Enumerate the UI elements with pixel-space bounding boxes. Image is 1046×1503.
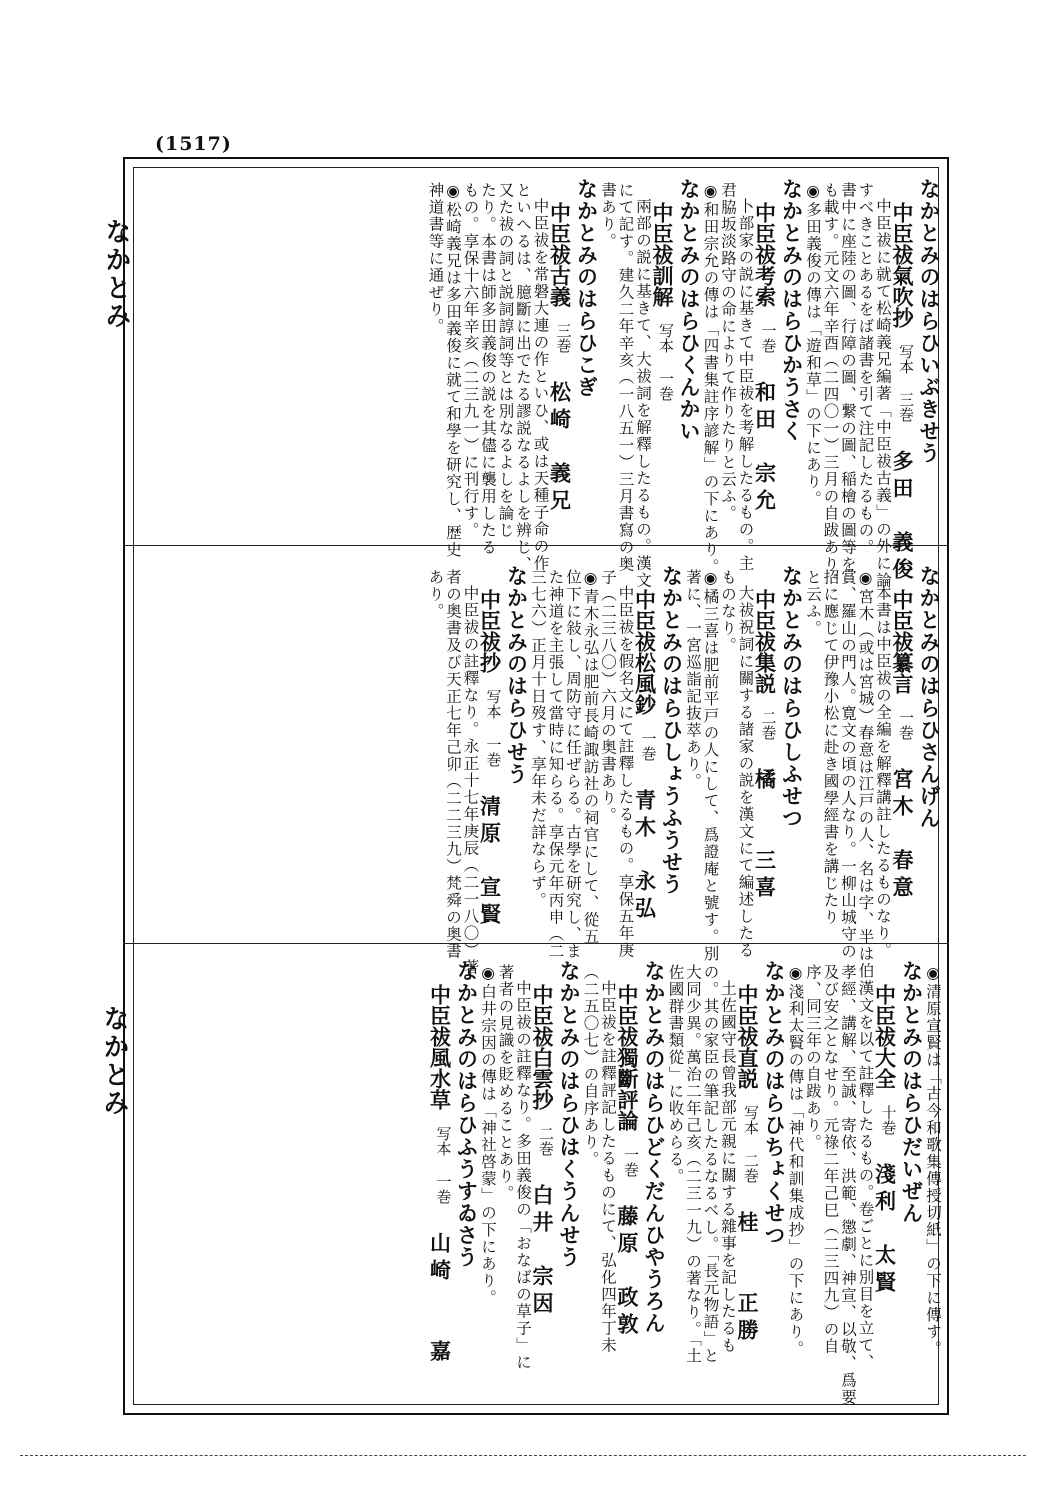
volume-count: 二巻 <box>759 710 778 740</box>
entry-text: 本書は中臣祓の全編を解釋講註したるものなり。 <box>874 585 892 959</box>
entry-text: 大祓祝詞に關する諸家の説を漢文にて編述したる <box>736 585 755 959</box>
entry-heading: なかとみのはらひはくうんせう <box>557 960 582 1268</box>
entry-text: （二五〇七）の自序あり。 <box>581 964 600 1168</box>
entry-text: と云ふ。 <box>804 569 822 637</box>
entry-text: すべきことあるをば諸書を引て注記したるもの。 <box>856 182 875 556</box>
entry-author: 青木 永弘 <box>632 789 658 924</box>
entry-author: 多田 義俊 <box>890 450 915 585</box>
entry-title: 中臣祓古義 <box>547 202 573 307</box>
volume-count: 写本 一巻 <box>657 323 675 401</box>
entry-title-line <box>427 960 453 1400</box>
entry-heading: なかとみのはらひさんげん <box>917 565 942 829</box>
entry-author: 橘 三喜 <box>752 768 778 903</box>
biography-note: ◉松崎義兄は多田義俊に就て和學を研究し、歴史 <box>444 182 462 559</box>
volume-count: 二巻 <box>537 1126 555 1156</box>
margin-word: なかとみ <box>99 1005 129 1117</box>
biography-note: ◉多田義俊の傳は「遊和草」の下にあり。 <box>804 182 822 508</box>
entry-title-line <box>617 960 638 1400</box>
entry-heading: なかとみのはらひかうさく <box>779 178 805 442</box>
section-top <box>150 178 942 590</box>
entry-text: 卜部家の説に基きて中臣祓を考解したるもの。主 <box>736 198 755 572</box>
entry-title: 中臣祓纂言 <box>890 589 915 694</box>
entry-heading: なかとみのはらひくんかい <box>677 178 702 442</box>
biography-note: ◉白井宗因の傳は「神社啓蒙」の下にあり。 <box>479 964 497 1307</box>
entry-text: 中臣祓に就て松崎義兄編著「中臣祓古義」の外に論 <box>874 198 892 589</box>
entry-text: 中臣祓を註釋評記したるものにて、弘化四年丁未 <box>599 980 617 1354</box>
entry-text: の。其の家臣の筆記したるなるべし。「長元物語」と <box>701 964 720 1365</box>
entry-author: 清原 宣賢 <box>477 795 503 930</box>
entry-text: 中臣祓の註釋なり。多田義俊の「おなばの草子」に <box>514 980 532 1371</box>
entry-text: 賞、羅山の門人。寛文の頃の人なり。一柳山城守の <box>839 569 857 960</box>
entry-text: といへるは、臆斷に出でたる謬説なるよしを辨じ、 <box>514 182 532 573</box>
biography-note: ◉清原宣賢は「古今和歌集傳授切紙」の下に傳す。 <box>924 964 942 1358</box>
entry-heading: なかとみのはらひいぶきせう <box>917 178 942 464</box>
entry-title-line <box>872 960 898 1400</box>
volume-count: 十巻 <box>879 1105 898 1135</box>
entry-text: 又た祓の詞と説詞諄詞等とは別なるよしを論じ <box>496 182 515 539</box>
entry-author: 和田 宗允 <box>752 381 778 516</box>
entry-author: 桂 正勝 <box>735 1211 760 1346</box>
section-divider <box>124 943 948 944</box>
section-middle <box>150 565 942 980</box>
entry-text: 著者の見識を貶めることあり。 <box>496 964 515 1202</box>
entry-title-line <box>632 565 658 935</box>
volume-count: 写本 一巻 <box>484 689 503 767</box>
entry-title: 中臣祓氣吹抄 <box>890 202 915 328</box>
entry-text: 土佐國守長曾我部元親に關する雜事を記したるも <box>719 980 737 1354</box>
entry-text: 神道書等に通ぜり。 <box>426 182 445 335</box>
entry-title-line <box>752 178 778 538</box>
volume-count: 一巻 <box>639 731 658 761</box>
entry-text: にて記す。建久二年辛亥（一八五一）三月書寫の奥 <box>616 182 635 573</box>
entry-heading: なかとみのはらひしょうふうせう <box>659 565 685 895</box>
entry-author: 淺利 太賢 <box>872 1163 898 1298</box>
page-number: (1517) <box>155 133 232 155</box>
entry-heading: なかとみのはらひどくだんひやうろん <box>642 960 667 1334</box>
entry-text: 及び安之となせり。元祿二年己巳（二三四九）の自 <box>821 964 840 1355</box>
biography-note: ◉宮木（或は宮城）春意は江戸の人、名は字、半は伯 <box>856 569 875 980</box>
volume-count: 一巻 <box>897 710 915 740</box>
entry-text: 招に應じて伊豫小松に赴き國學經書を講じたり <box>821 569 840 926</box>
volume-count: 三巻 <box>554 323 573 353</box>
volume-count: 一巻 <box>622 1147 640 1177</box>
entry-text: 中臣祓を常磐大連の作といひ、或は天種子命の作 <box>531 198 550 572</box>
section-bottom <box>150 960 942 1406</box>
entry-title-line <box>477 565 503 935</box>
biography-note: ◉淺利太賢の傳は「神代和訓集成抄」の下にあり。 <box>786 964 805 1358</box>
entry-author: 山崎 嘉 <box>427 1232 453 1367</box>
entry-text: 書中に座陸の圖、行障の圖、繋の圖、稲檜の圖等を <box>839 182 857 573</box>
entry-title: 中臣祓抄 <box>477 589 503 673</box>
entry-author: 白井 宗因 <box>530 1184 555 1319</box>
entry-text: 孝經、講解、至誠、寄依、洪範、懲劇、神宣、以敬、爲要 <box>839 964 857 1406</box>
entry-text: 子（二三八〇）六月の奥書あり。 <box>599 569 617 824</box>
entry-title-line <box>890 178 915 585</box>
entry-text: 著に、一宮巡詣記抜萃あり。 <box>684 569 702 790</box>
entry-text: 位下に敍し、周防守に任ぜらる。古學を研究し、ま <box>564 569 582 960</box>
entry-text: あり。 <box>426 569 445 620</box>
entry-author: 宮木 春意 <box>890 768 915 903</box>
entry-text: 兩部の説に基きて、大祓詞を解釋したるもの。漢文 <box>634 198 652 589</box>
entry-title-line <box>752 565 778 935</box>
entry-title: 中臣祓風水草 <box>427 984 453 1110</box>
entry-text: 中臣祓を假名文にて註釋したるもの。享保五年庚 <box>616 585 635 959</box>
entry-heading: なかとみのはらひせう <box>504 565 530 785</box>
margin-word: なかとみ <box>101 218 131 330</box>
entry-title: 中臣祓獨斷評論 <box>615 984 640 1131</box>
biography-note: ◉和田宗允の傳は「四書集註序諺解」の下にあり。 <box>701 182 720 576</box>
entry-title: 中臣祓考索 <box>752 202 778 307</box>
entry-text: ものなり。 <box>719 569 737 654</box>
entry-text: 書あり。 <box>599 182 617 250</box>
entry-title: 中臣祓訓解 <box>650 202 675 307</box>
entry-title: 中臣祓集説 <box>752 589 778 694</box>
entry-title: 中臣祓直説 <box>735 984 760 1089</box>
entry-author: 藤原 政敦 <box>615 1205 640 1340</box>
volume-count: 一巻 <box>759 323 778 353</box>
entry-title: 中臣祓大全 <box>872 984 898 1089</box>
entry-text: 大同少異。萬治二年己亥（二三一九）の著なり。「土 <box>684 964 702 1365</box>
entry-title-line <box>737 960 758 1400</box>
entry-heading: なかとみのはらひふうすゐさう <box>454 960 480 1268</box>
entry-text: たり。本書は師多田義俊の説を其儘に襲用したる <box>479 182 497 556</box>
entry-text: 者の奥書及び天正七年己卯（二二三九）梵舜の奥書 <box>444 569 462 960</box>
biography-note: ◉青木永弘は肥前長崎諏訪社の祠官にして、從五 <box>581 569 600 946</box>
entry-text: た神道を主張して當時に知らる。享保元年丙申（二 <box>546 569 565 960</box>
entry-title-line <box>652 178 673 538</box>
entry-text: 君脇坂淡路守の命によりて作りたりと云ふ。 <box>719 182 737 522</box>
entry-text: もの。享保十六年辛亥（二三九一）に刊行す。 <box>461 182 480 539</box>
volume-count: 写本 二巻 <box>742 1105 760 1183</box>
entry-text: 佐國群書類從」に收めらる。 <box>666 964 685 1185</box>
entry-heading: なかとみのはらひしふせつ <box>779 565 805 829</box>
entry-text: 中臣祓の註釋なり。永正十七年庚辰（二一八〇）著 <box>461 585 480 976</box>
entry-heading: なかとみのはらひだいぜん <box>899 960 925 1224</box>
entry-text: も載す。元文六年辛酉（二四〇一）三月の自跋あり。 <box>821 182 840 590</box>
entry-title-line <box>892 565 913 935</box>
entry-title-line <box>547 178 573 538</box>
entry-heading: なかとみのはらひちょくせつ <box>762 960 787 1246</box>
biography-note: ◉橘三喜は肥前平戸の人にして、爲證庵と號す。別 <box>701 569 720 963</box>
entry-title: 中臣祓松風鈔 <box>632 589 658 715</box>
entry-title: 中臣祓白雲抄 <box>530 984 555 1110</box>
footer-rule <box>20 1455 1026 1456</box>
entry-text: 漢文を以て註釋したるもの。卷ごとに別目を立て、 <box>856 980 875 1371</box>
entry-text: 序、同三年の自跋あり。 <box>804 964 822 1151</box>
entry-author: 松崎 義兄 <box>547 381 573 516</box>
entry-text: 三七六）正月十日歿す、享年未だ詳ならず。 <box>529 569 547 909</box>
entry-heading: なかとみのはらひこぎ <box>574 178 600 398</box>
entry-title-line <box>532 960 553 1400</box>
volume-count: 写本 一巻 <box>434 1126 453 1204</box>
volume-count: 写本 三巻 <box>897 344 915 422</box>
